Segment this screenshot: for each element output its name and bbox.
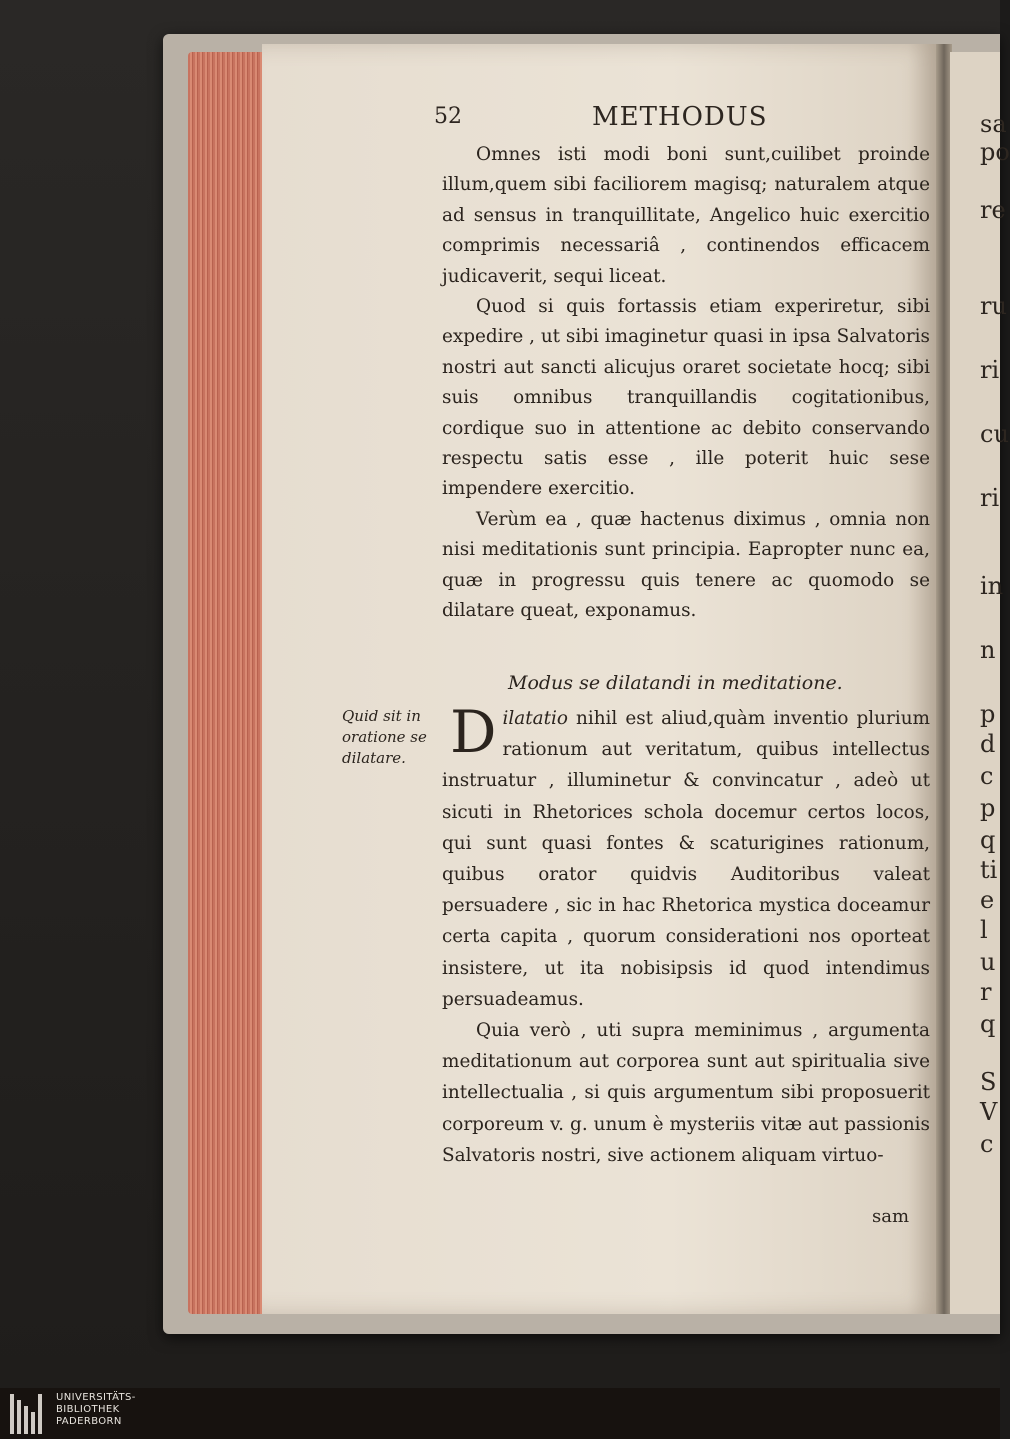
paragraph-3: Verùm ea , quæ hactenus diximus , omnia non nisi meditationis sunt principia. Eapropter nunc ea, quæ in progressu quis tenere ac quomodo se dilatare queat, exponamus. (442, 508, 930, 622)
right-page-letter: d (980, 730, 996, 758)
library-logo-icon (10, 1394, 50, 1434)
right-page-letter: ri (980, 356, 1000, 384)
right-page-letter: V (980, 1098, 998, 1126)
right-page-letter: u (980, 948, 996, 976)
right-page-letter: in (980, 572, 1004, 600)
catchword: sam (872, 1206, 910, 1227)
right-page-letter: sa (980, 110, 1007, 138)
right-page-letter: l (980, 916, 988, 944)
right-page-letter: po (980, 138, 1010, 166)
paragraph-4-italic-word: ilatatio (502, 708, 568, 729)
library-footer (0, 1388, 1000, 1439)
right-page-letter: c (980, 762, 994, 790)
right-page-letter: e (980, 886, 995, 914)
section-heading: Modus se dilatandi in meditatione. (508, 672, 843, 694)
right-page-letter: n (980, 636, 996, 664)
paragraph-2: Quod si quis fortassis etiam experiretur, sibi expedire , ut sibi imaginetur quasi in ipsa Salvatoris nostri aut sancti alicujus oraret societate hocq; sibi suis omnibus tranquillandis cogitationibus, cordique suo in attentione ac debito conservando respectu satis esse , ille poterit huic sese impendere exercitio. (442, 296, 930, 500)
library-name-line-1: UNIVERSITÄTS- (56, 1392, 136, 1403)
body-text-upper (442, 140, 930, 627)
right-page-letter: re (980, 196, 1006, 224)
right-page-letter: q (980, 826, 996, 854)
right-page-letter: c (980, 1130, 994, 1158)
paragraph-1: Omnes isti modi boni sunt,cuilibet proinde illum,quem sibi faciliorem magisq; naturalem atque ad sensus in tranquillitate, Angelico huic exercitio comprimis necessariâ , continendos efficacem judicaverit, sequi liceat. (442, 144, 930, 287)
right-page-letter: ri (980, 484, 1000, 512)
red-page-edges (188, 52, 262, 1314)
right-page-fragment (950, 52, 1010, 1314)
page-number: 52 (434, 104, 462, 129)
drop-cap: D (450, 698, 497, 766)
library-name (56, 1392, 136, 1428)
running-head (434, 104, 934, 138)
paragraph-5: Quia verò , uti supra meminimus , argumenta meditationum aut corporea sunt aut spiritualia sive intellectualia , si quis argumentum sibi proposuerit corporeum v. g. unum è mysteriis vitæ aut passionis Salvatoris nostri, sive actionem aliquam virtuo- (442, 1020, 930, 1166)
library-name-line-3: PADERBORN (56, 1416, 122, 1427)
right-page-letter: ti (980, 856, 998, 884)
right-page-letter: ru (980, 292, 1007, 320)
right-page-letter: q (980, 1010, 996, 1038)
right-page-letter: p (980, 794, 996, 822)
page-title: METHODUS (592, 102, 768, 132)
paragraph-4 (442, 698, 930, 1015)
paragraph-4-text: nihil est aliud,quàm inventio plurium rationum aut veritatum, quibus intellectus instruatur , illuminetur & convincatur , adeò ut sicuti in Rhetorices schola docemur certos locos, qui sunt quasi fontes & scaturigines rationum, quibus orator quidvis Auditoribus valeat persuadere , sic in hac Rhetorica mystica doceamur certa capita , quorum considerationi nos oporteat insistere, ut ita nobisipsis id quod intendimus persuadeamus. (442, 708, 930, 1010)
right-page-letter: r (980, 978, 992, 1006)
library-name-line-2: BIBLIOTHEK (56, 1404, 120, 1415)
right-page-letter: S (980, 1068, 997, 1096)
right-page-letter: cu (980, 420, 1009, 448)
margin-note: Quid sit in oratione se dilatare. (342, 707, 427, 767)
right-page-letter: p (980, 700, 996, 728)
body-text-lower (442, 698, 930, 1171)
